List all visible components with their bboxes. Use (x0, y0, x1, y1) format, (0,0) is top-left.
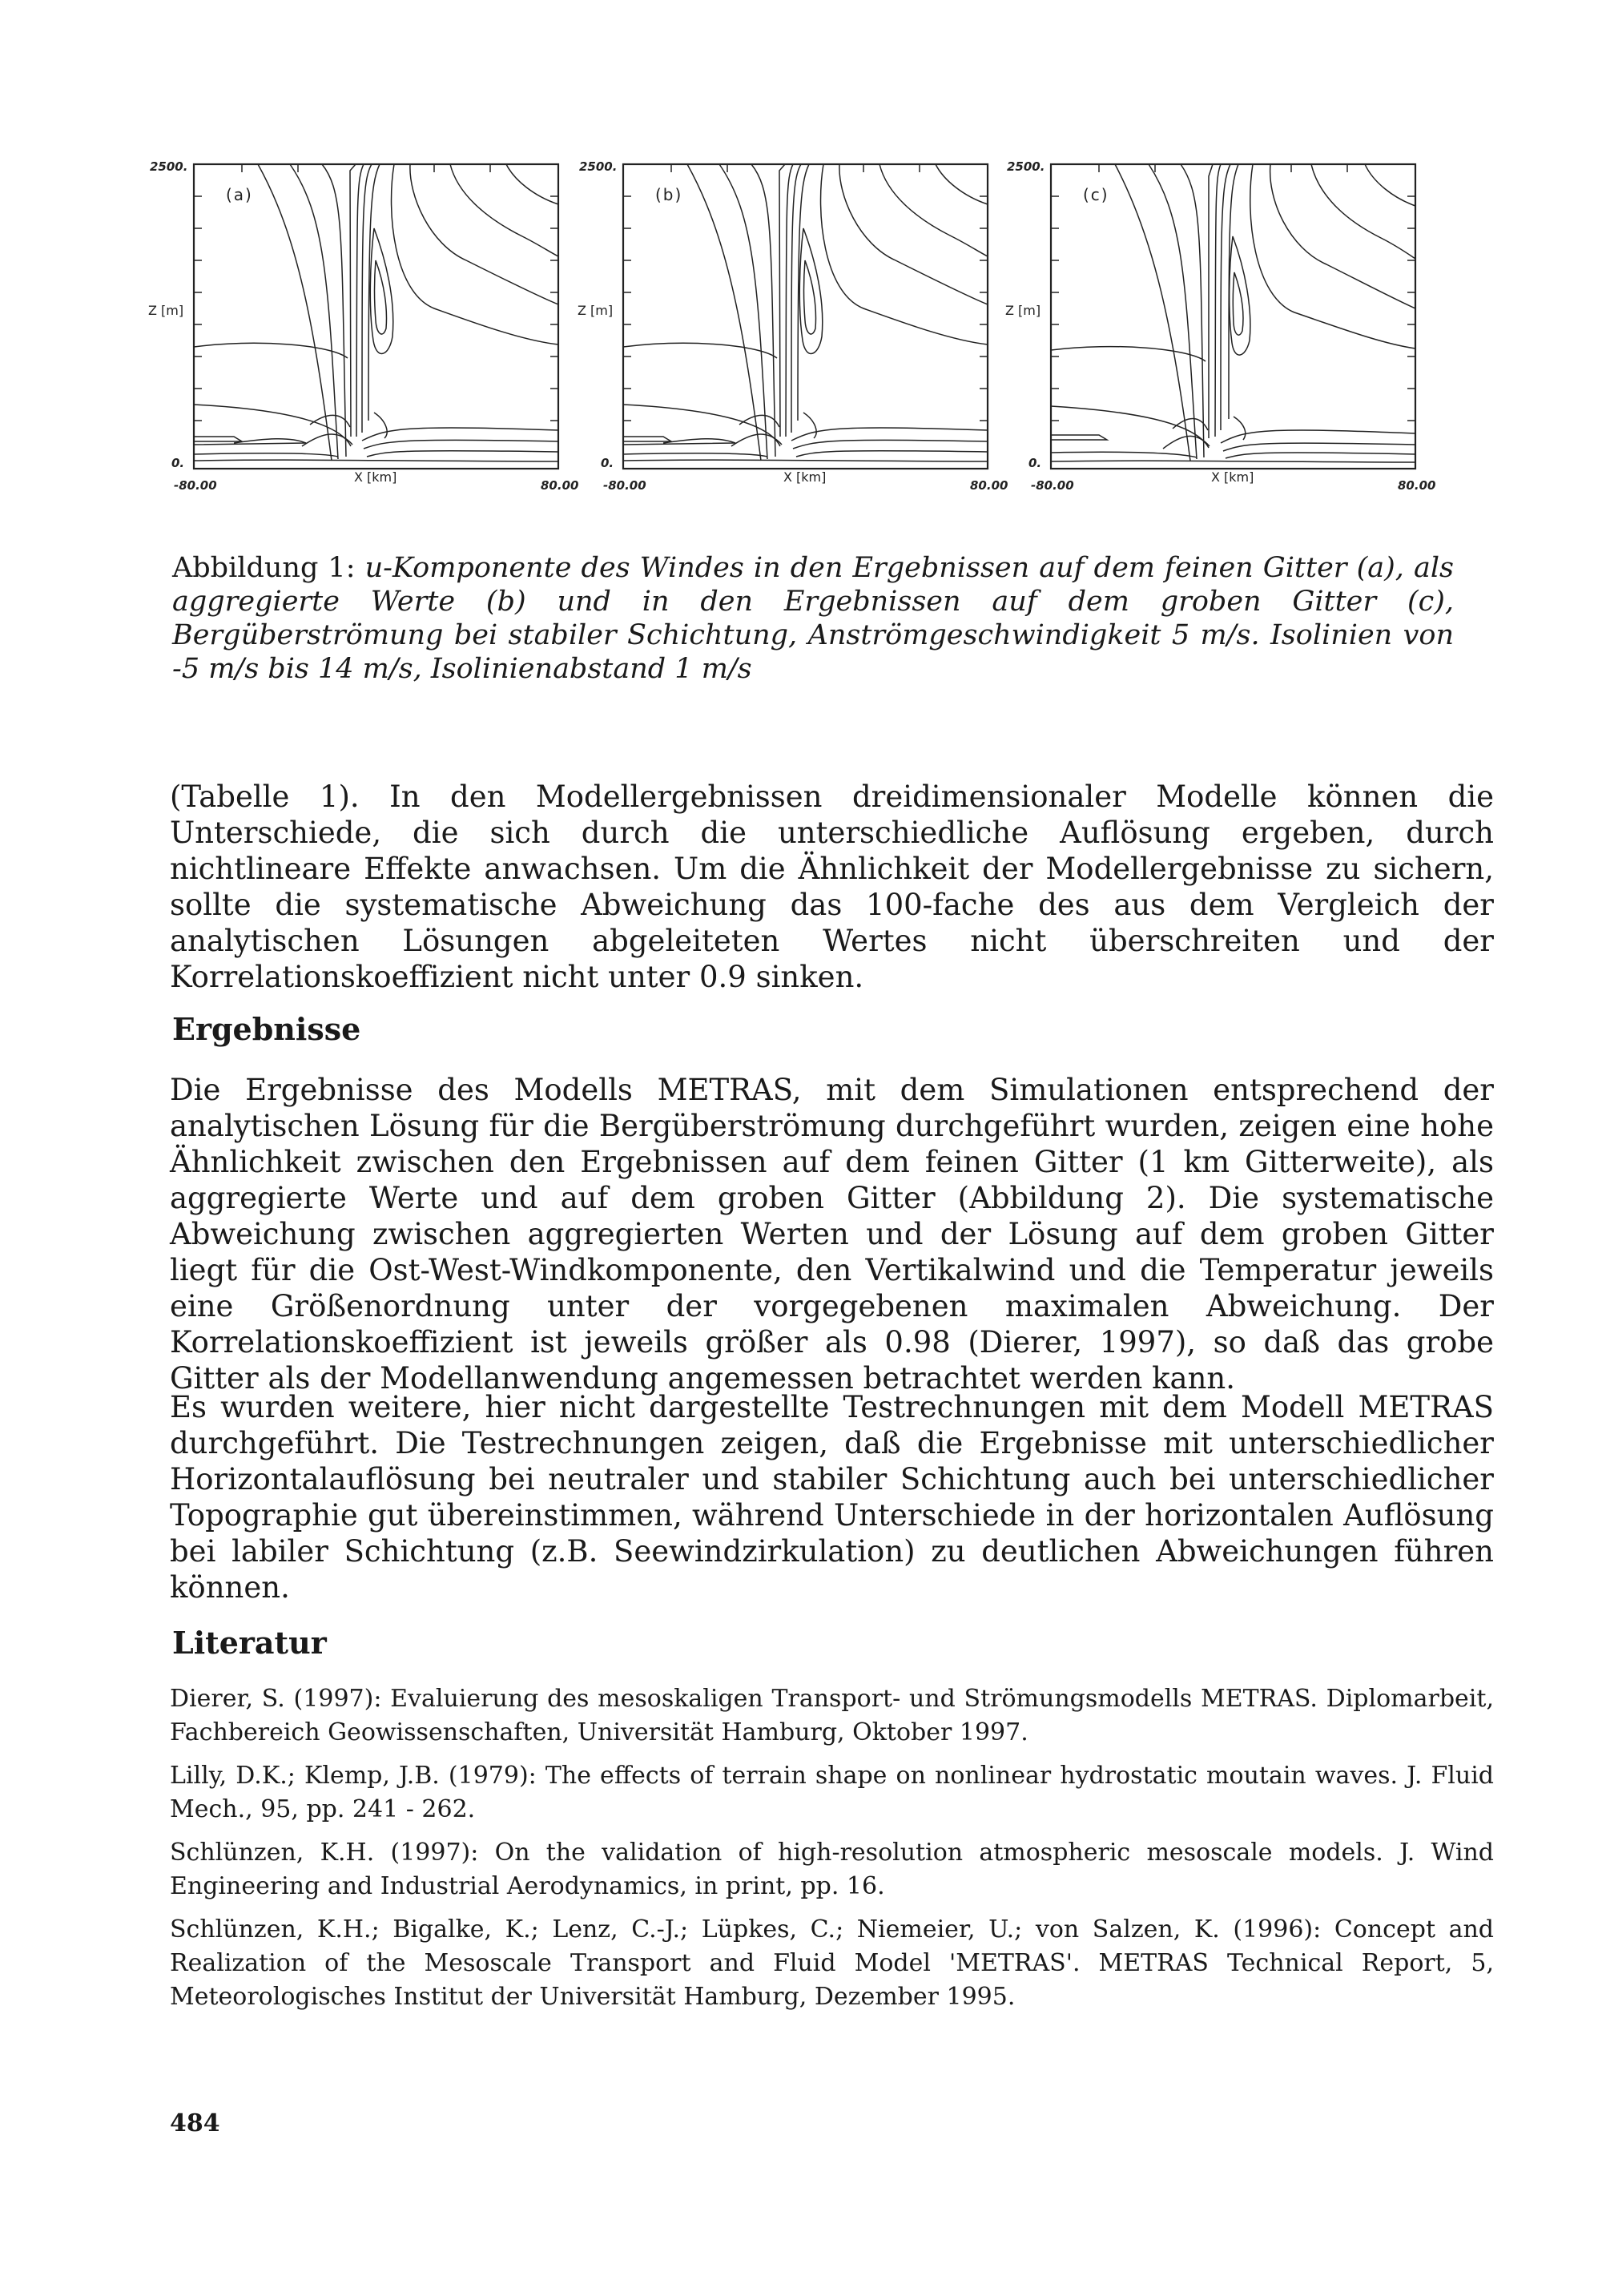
y-axis-max-label: 2500. (1007, 159, 1045, 174)
body-paragraph-2: Die Ergebnisse des Modells METRAS, mit dem Simulationen entsprechend der analytischen Lösung für die Bergüberströmung durchgeführt wurden, zeigen eine hohe Ähnlichkeit zwischen den Ergebnissen auf dem feinen Gitter (1 km Gitterweite), als aggregierte Werte und auf dem groben Gitter (Abbildung 2). Die systematische Abweichung zwischen aggregierten Werten und der Lösung auf dem groben Gitter liegt für die Ost-West-Windkomponente, den Vertikalwind und die Temperatur jeweils eine Größenordnung unter der vorgegebenen maximalen Abweichung. Der Korrelationskoeffizient ist jeweils größer als 0.98 (Dierer, 1997), so daß das grobe Gitter als der Modellanwendung angemessen betrachtet werden kann. (170, 1073, 1494, 1396)
panel-label: (b) (655, 185, 683, 204)
reference-entry: Schlünzen, K.H. (1997): On the validation of high-resolution atmospheric mesoscale models. J. Wind Engineering and Industrial Aerodynamics, in print, pp. 16. (170, 1839, 1494, 1900)
page-number: 484 (170, 2109, 220, 2137)
y-axis-label: Z [m] (578, 303, 614, 318)
contour-plot-b (575, 148, 1008, 509)
figure-panel-c (1003, 148, 1435, 509)
x-axis-max-label: 80.00 (541, 478, 579, 493)
caption-text: u-Komponente des Windes in den Ergebnissen auf dem feinen Gitter (a), als aggregierte Werte (b) und in den Ergebnissen auf dem groben Gitter (c), Bergüberströmung bei stabiler Schichtung, Anströmgeschwindigkeit 5 m/s. Isolinien von -5 m/s bis 14 m/s, Isolinienabstand 1 m/s (172, 552, 1454, 685)
y-axis-max-label: 2500. (150, 159, 188, 174)
contour-plot-c (1003, 148, 1435, 509)
panel-label: (c) (1083, 185, 1109, 204)
panel-label: (a) (226, 185, 253, 204)
x-axis-label: X [km] (1211, 469, 1254, 485)
x-axis-max-label: 80.00 (1398, 478, 1436, 493)
body-paragraph-3: Es wurden weitere, hier nicht dargestellte Testrechnungen mit dem Modell METRAS durchgeführt. Die Testrechnungen zeigen, daß die Ergebnisse mit unterschiedlicher Horizontalauflösung bei neutraler und stabiler Schichtung auch bei unterschiedlicher Topographie gut übereinstimmen, während Unterschiede in der horizontalen Auflösung bei labiler Schichtung (z.B. Seewindzirkulation) zu deutlichen Abweichungen führen können. (170, 1390, 1494, 1605)
section-heading-ergebnisse: Ergebnisse (172, 1011, 361, 1047)
figure-caption (172, 551, 1454, 686)
reference-entry: Lilly, D.K.; Klemp, J.B. (1979): The effects of terrain shape on nonlinear hydrostatic moutain waves. J. Fluid Mech., 95, pp. 241 - 262. (170, 1762, 1494, 1823)
x-axis-label: X [km] (354, 469, 397, 485)
figure-panel-b (575, 148, 1008, 509)
reference-entry: Dierer, S. (1997): Evaluierung des mesoskaligen Transport- und Strömungsmodells METRAS. Diplomarbeit, Fachbereich Geowissenschaften, Universität Hamburg, Oktober 1997. (170, 1685, 1494, 1746)
body-paragraph-1: (Tabelle 1). In den Modellergebnissen dreidimensionaler Modelle können die Unterschiede, die sich durch die unterschiedliche Auflösung ergeben, durch nichtlineare Effekte anwachsen. Um die Ähnlichkeit der Modellergebnisse zu sichern, sollte die systematische Abweichung das 100-fache des aus dem Vergleich der analytischen Lösungen abgeleiteten Wertes nicht überschreiten und der Korrelationskoeffizient nicht unter 0.9 sinken. (170, 779, 1494, 994)
reference-entry: Schlünzen, K.H.; Bigalke, K.; Lenz, C.-J.; Lüpkes, C.; Niemeier, U.; von Salzen, K. (1996): Concept and Realization of the Mesoscale Transport and Fluid Model 'METRAS'. METRAS Technical Report, 5, Meteorologisches Institut der Universität Hamburg, Dezember 1995. (170, 1915, 1494, 2011)
x-axis-label: X [km] (783, 469, 827, 485)
y-axis-min-label: 0. (1028, 456, 1042, 470)
y-axis-label: Z [m] (148, 303, 184, 318)
contour-lines (1051, 164, 1415, 469)
x-axis-max-label: 80.00 (970, 478, 1008, 493)
caption-label: Abbildung 1: (172, 552, 356, 584)
section-heading-literatur: Literatur (172, 1625, 327, 1661)
y-axis-min-label: 0. (601, 456, 614, 470)
y-axis-label: Z [m] (1005, 303, 1041, 318)
contour-plot-a (146, 148, 578, 509)
contour-lines (623, 164, 988, 469)
contour-lines (194, 164, 558, 469)
x-axis-min-label: -80.00 (1031, 478, 1074, 493)
y-axis-max-label: 2500. (579, 159, 618, 174)
x-axis-min-label: -80.00 (603, 478, 646, 493)
x-axis-min-label: -80.00 (174, 478, 217, 493)
y-axis-min-label: 0. (171, 456, 185, 470)
figure-panel-a (146, 148, 578, 509)
